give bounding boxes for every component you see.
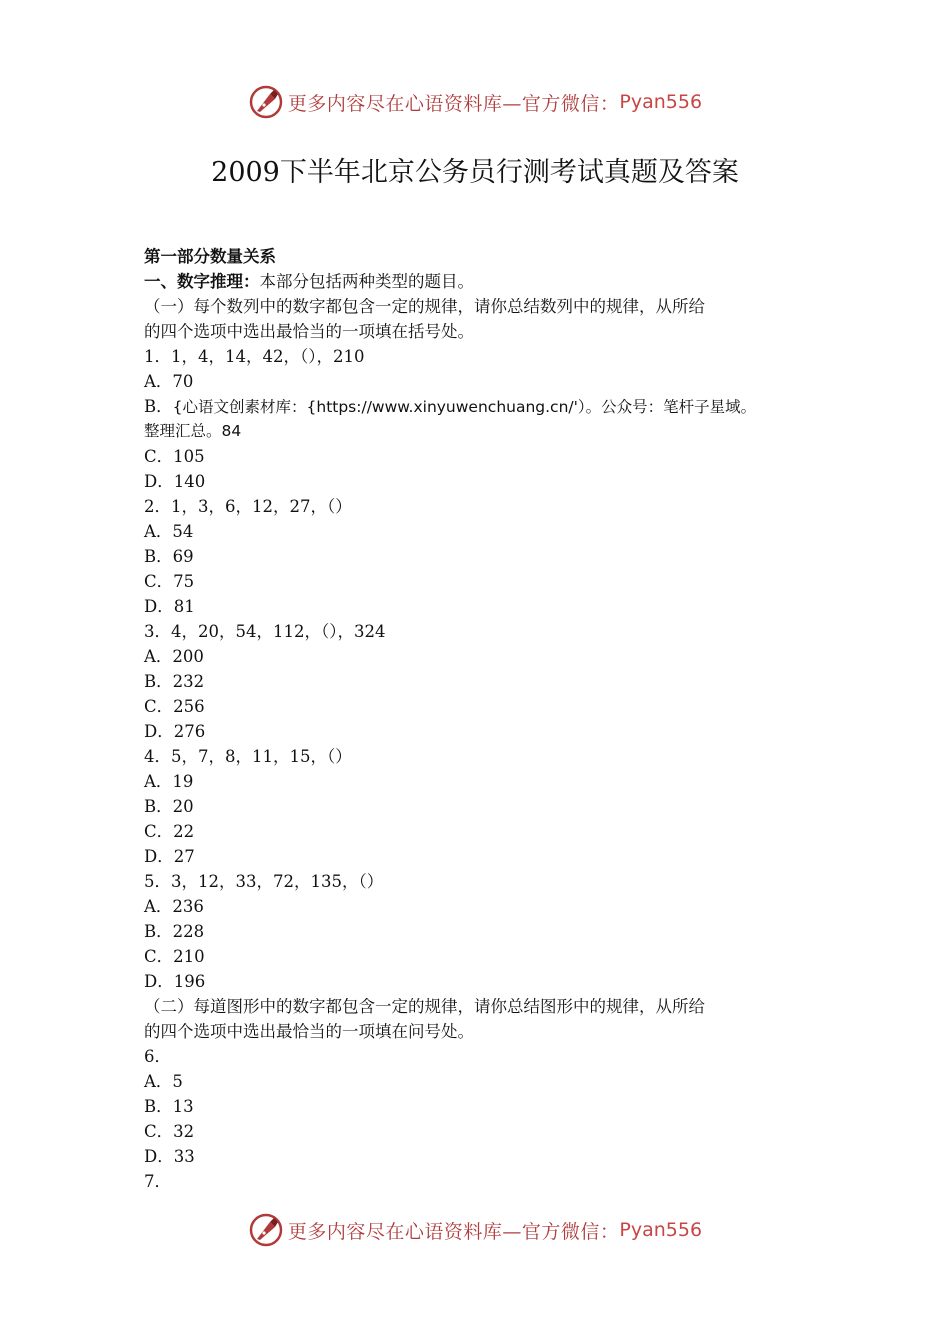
section-heading: 第一部分数量关系 xyxy=(144,247,276,266)
pen-nib-icon xyxy=(248,84,284,120)
instruction-text: 的四个选项中选出最恰当的一项填在问号处。 xyxy=(144,1022,474,1041)
banner-wechat-id: Pyan556 xyxy=(619,91,703,113)
part-description: 本部分包括两种类型的题目。 xyxy=(259,272,474,291)
part-label: 一、数字推理： xyxy=(144,272,260,291)
document-title: 2009下半年北京公务员行测考试真题及答案 xyxy=(211,157,739,188)
answer-option: C．22 xyxy=(144,822,195,841)
option-prefix: B． xyxy=(144,397,173,416)
instruction-text: （一）每个数列中的数字都包含一定的规律，请你总结数列中的规律，从所给 xyxy=(144,297,705,316)
answer-option: D．33 xyxy=(144,1147,195,1166)
answer-option: D．276 xyxy=(144,722,206,741)
pen-nib-icon xyxy=(248,1212,284,1248)
footer-banner xyxy=(0,1208,950,1252)
watermark-note: {心语文创素材库：{https://www.xinyuwenchuang.cn/'）。公众号：笔杆子星域。 xyxy=(172,398,757,416)
banner-text: 更多内容尽在心语资料库—官方微信： xyxy=(287,92,620,115)
question-stem: 5．3，12，33，72，135，（） xyxy=(144,872,384,891)
instruction-text: 的四个选项中选出最恰当的一项填在括号处。 xyxy=(144,322,474,341)
watermark-note-continued: 整理汇总。84 xyxy=(144,422,242,440)
answer-option: A．200 xyxy=(144,647,204,666)
answer-option: C．105 xyxy=(144,447,205,466)
answer-option: B．20 xyxy=(144,797,194,816)
question-stem: 2．1，3，6，12，27，（） xyxy=(144,497,352,516)
banner-wechat-id: Pyan556 xyxy=(619,1219,703,1241)
part-heading xyxy=(144,269,834,294)
answer-option: D．81 xyxy=(144,597,195,616)
answer-option: D．196 xyxy=(144,972,206,991)
header-banner xyxy=(0,80,950,124)
answer-option: C．256 xyxy=(144,697,205,716)
answer-option: A．54 xyxy=(144,522,194,541)
question-stem: 3．4，20，54，112，（），324 xyxy=(144,622,386,641)
answer-option: B．232 xyxy=(144,672,205,691)
answer-option: D．140 xyxy=(144,472,206,491)
answer-option: C．210 xyxy=(144,947,205,966)
answer-option: B．13 xyxy=(144,1097,194,1116)
answer-option: A．236 xyxy=(144,897,204,916)
answer-option: B．228 xyxy=(144,922,205,941)
answer-option: B．69 xyxy=(144,547,194,566)
answer-option: C．75 xyxy=(144,572,195,591)
question-stem: 7． xyxy=(144,1172,171,1191)
question-stem: 6． xyxy=(144,1047,171,1066)
answer-option: A．5 xyxy=(144,1072,183,1091)
answer-option: C．32 xyxy=(144,1122,195,1141)
answer-option xyxy=(144,394,834,419)
banner-text: 更多内容尽在心语资料库—官方微信： xyxy=(287,1220,620,1243)
document-body xyxy=(144,244,834,1194)
answer-option: A．70 xyxy=(144,372,194,391)
answer-option: A．19 xyxy=(144,772,194,791)
question-stem: 1．1，4，14，42，（），210 xyxy=(144,347,365,366)
instruction-text: （二）每道图形中的数字都包含一定的规律，请你总结图形中的规律，从所给 xyxy=(144,997,705,1016)
question-stem: 4．5，7，8，11，15，（） xyxy=(144,747,352,766)
answer-option: D．27 xyxy=(144,847,195,866)
